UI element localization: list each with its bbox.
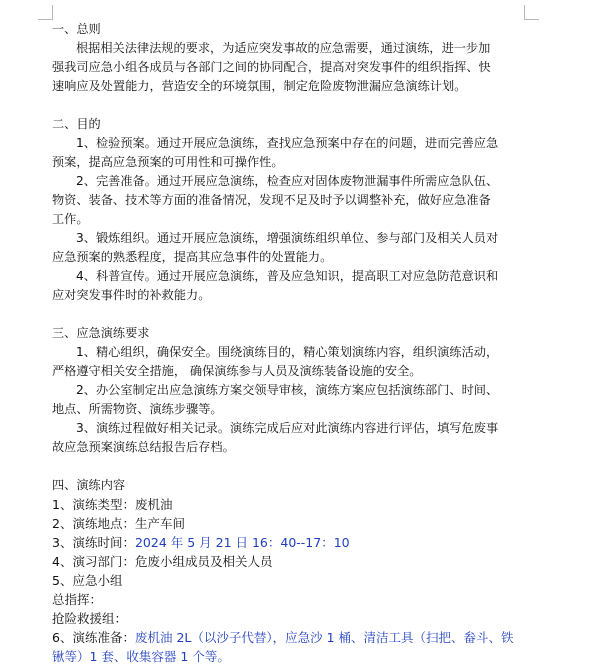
page-corner-mark-top-left (38, 5, 53, 20)
drill-time-value: 2024 年 5 月 21 日 16：40--17：10 (134, 535, 350, 550)
drill-type: 1、演练类型：废机油 (52, 497, 173, 512)
commander-label: 总指挥： (52, 592, 103, 607)
rescue-group-label: 抢险救援组： (52, 611, 128, 626)
drill-department: 4、演习部门：危废小组成员及相关人员 (52, 554, 273, 569)
paragraph-line: 物资、装备、技术等方面的准备情况，发现不足及时予以调整补充，做好应急准备 (52, 193, 491, 207)
paragraph-line: 1、精心组织，确保安全。围绕演练目的，精心策划演练内容，组织演练活动， (76, 345, 499, 359)
paragraph-line: 预案，提高应急预案的可用性和可操作性。 (52, 155, 284, 169)
drill-time (52, 533, 532, 552)
paragraph-line: 地点、所需物资、演练步骤等。 (52, 402, 223, 416)
paragraph-line: 4、科普宣传。通过开展应急演练，普及应急知识，提高职工对应急防范意识和 (76, 269, 499, 283)
drill-preparation-items-cont: 锹等）1 套、收集容器 1 个等。 (52, 649, 230, 664)
drill-preparation (52, 628, 532, 647)
document-body (52, 20, 532, 666)
page-corner-mark-top-right (524, 5, 539, 20)
paragraph-line: 3、演练过程做好相关记录。演练完成后应对此演练内容进行评估，填写危废事 (76, 421, 499, 435)
paragraph-line: 2、办公室制定出应急演练方案交领导审核，演练方案应包括演练部门、时间、 (76, 383, 499, 397)
paragraph-line: 强我司应急小组各成员与各部门之间的协同配合，提高对突发事件的组织指挥、快 (52, 60, 491, 74)
paragraph-line: 应急预案的熟悉程度，提高其应急事件的处置能力。 (52, 250, 333, 264)
section-heading-purpose: 二、目的 (52, 117, 101, 131)
drill-preparation-items: 废机油 2L（以沙子代替），应急沙 1 桶、清洁工具（扫把、畚斗、铁 (134, 630, 514, 645)
drill-time-label: 3、演练时间： (52, 535, 135, 550)
paragraph-line: 2、完善准备。通过开展应急演练，检查应对固体废物泄漏事件所需应急队伍、 (76, 174, 499, 188)
emergency-team: 5、应急小组 (52, 573, 123, 588)
paragraph-line: 工作。 (52, 212, 89, 226)
paragraph-line: 严格遵守相关安全措施， 确保演练参与人员及演练装备设施的安全。 (52, 364, 422, 378)
paragraph-line: 应对突发事件时的补救能力。 (52, 288, 211, 302)
section-heading-general: 一、总则 (52, 22, 101, 36)
paragraph-line: 故应急预案演练总结报告后存档。 (52, 440, 235, 454)
drill-location: 2、演练地点：生产车间 (52, 516, 185, 531)
drill-preparation-label: 6、演练准备： (52, 630, 135, 645)
paragraph-line: 速响应及处置能力，营造安全的环境氛围，制定危险废物泄漏应急演练计划。 (52, 79, 467, 93)
section-heading-content: 四、演练内容 (52, 478, 126, 492)
paragraph-line: 3、锻炼组织。通过开展应急演练，增强演练组织单位、参与部门及相关人员对 (76, 231, 499, 245)
paragraph-line: 根据相关法律法规的要求，为适应突发事故的应急需要，通过演练，进一步加 (76, 41, 491, 55)
paragraph-line: 1、检验预案。通过开展应急演练，查找应急预案中存在的问题，进而完善应急 (76, 136, 499, 150)
section-heading-requirements: 三、应急演练要求 (52, 326, 150, 340)
